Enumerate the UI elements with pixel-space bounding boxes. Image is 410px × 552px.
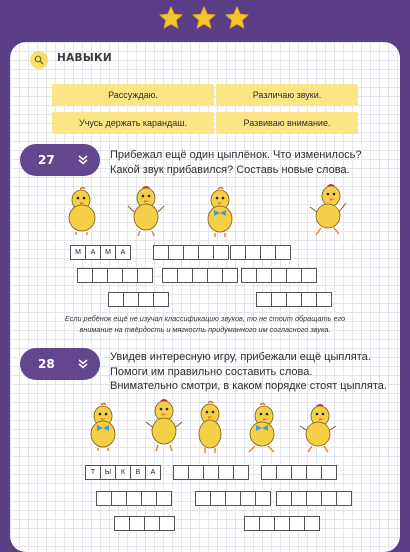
- task-badge-27: [20, 144, 100, 176]
- letter-box[interactable]: [210, 491, 226, 506]
- letter-box[interactable]: [260, 245, 276, 260]
- workbook-page: [10, 42, 400, 552]
- letter-box[interactable]: [275, 245, 291, 260]
- letter-box[interactable]: [222, 268, 238, 283]
- letter-box: М: [70, 245, 86, 260]
- letter-box[interactable]: [245, 245, 261, 260]
- letter-box[interactable]: [141, 491, 157, 506]
- letter-box[interactable]: [162, 268, 178, 283]
- letter-box-row[interactable]: [256, 292, 331, 307]
- parent-note: [30, 313, 380, 335]
- letter-box[interactable]: [77, 268, 93, 283]
- letter-box: К: [115, 465, 131, 480]
- star-icon: [158, 5, 184, 31]
- chick-illustration: [83, 402, 123, 452]
- letter-box[interactable]: [321, 465, 337, 480]
- letter-box-row[interactable]: [96, 491, 171, 506]
- letter-box: А: [145, 465, 161, 480]
- letter-box[interactable]: [177, 268, 193, 283]
- letter-box[interactable]: [123, 292, 139, 307]
- letter-box[interactable]: [156, 491, 172, 506]
- search-icon: [30, 51, 48, 69]
- letter-box[interactable]: [203, 465, 219, 480]
- letter-box[interactable]: [336, 491, 352, 506]
- letter-box[interactable]: [301, 268, 317, 283]
- task-number: 27: [38, 153, 55, 167]
- letter-box-row[interactable]: [230, 245, 290, 260]
- letter-box[interactable]: [316, 292, 332, 307]
- letter-box: А: [85, 245, 101, 260]
- skill-attention: Развиваю внимание.: [216, 112, 358, 134]
- chevron-down-icon: [78, 359, 88, 369]
- letter-box[interactable]: [126, 491, 142, 506]
- letter-box-row[interactable]: [244, 516, 319, 531]
- chevron-down-icon: [78, 155, 88, 165]
- instruction-line: Внимательно смотри, в каком порядке стоят цыплята.: [110, 380, 387, 392]
- letter-box[interactable]: [301, 292, 317, 307]
- letter-box[interactable]: [276, 491, 292, 506]
- letter-box[interactable]: [230, 245, 246, 260]
- letter-box[interactable]: [159, 516, 175, 531]
- letter-box[interactable]: [153, 292, 169, 307]
- letter-box[interactable]: [225, 491, 241, 506]
- letter-box-row[interactable]: [195, 491, 270, 506]
- letter-box[interactable]: [291, 465, 307, 480]
- instruction-line: Увидев интересную игру, прибежали ещё цыплята.: [110, 351, 371, 363]
- letter-box[interactable]: [241, 268, 257, 283]
- letter-box-row[interactable]: [77, 268, 152, 283]
- letter-box[interactable]: [276, 465, 292, 480]
- letter-box[interactable]: [286, 292, 302, 307]
- letter-box[interactable]: [168, 245, 184, 260]
- letter-box[interactable]: [286, 268, 302, 283]
- letter-box[interactable]: [271, 292, 287, 307]
- letter-box[interactable]: [321, 491, 337, 506]
- letter-box[interactable]: [304, 516, 320, 531]
- letter-box[interactable]: [111, 491, 127, 506]
- star-icon: [191, 5, 217, 31]
- chick-illustration: [200, 186, 240, 238]
- letter-box: Т: [85, 465, 101, 480]
- letter-box-row[interactable]: [261, 465, 336, 480]
- chick-illustration: [62, 186, 102, 236]
- letter-box[interactable]: [138, 292, 154, 307]
- letter-box-row: [85, 465, 160, 480]
- note-line: внимание на твёрдость и мягкость придуманного им согласного звука.: [79, 325, 331, 334]
- letter-box-row[interactable]: [241, 268, 316, 283]
- skill-holding-pencil: Учусь держать карандаш.: [52, 112, 214, 134]
- letter-box[interactable]: [256, 292, 272, 307]
- letter-box[interactable]: [213, 245, 229, 260]
- letter-box[interactable]: [107, 268, 123, 283]
- instruction-line: Какой звук прибавился? Составь новые слова.: [110, 163, 350, 176]
- note-line: Если ребёнок ещё не изучал классификацию звуков, то не стоит обращать его: [64, 314, 346, 323]
- task28-instruction: [110, 350, 387, 394]
- letter-box[interactable]: [92, 268, 108, 283]
- letter-box[interactable]: [129, 516, 145, 531]
- instruction-line: Прибежал ещё один цыплёнок. Что изменилось?: [110, 149, 362, 161]
- skill-distinguish-sounds: Различаю звуки.: [216, 84, 358, 106]
- letter-box: А: [115, 245, 131, 260]
- letter-box[interactable]: [256, 268, 272, 283]
- letter-box[interactable]: [289, 516, 305, 531]
- letter-box-row[interactable]: [162, 268, 237, 283]
- chick-illustration: [307, 182, 351, 238]
- letter-box[interactable]: [255, 491, 271, 506]
- letter-box: В: [130, 465, 146, 480]
- task-number: 28: [38, 357, 55, 371]
- letter-box[interactable]: [240, 491, 256, 506]
- skill-reasoning: Рассуждаю.: [52, 84, 214, 106]
- letter-box[interactable]: [192, 268, 208, 283]
- letter-box[interactable]: [108, 292, 124, 307]
- skills-title: НАВЫКИ: [57, 52, 112, 64]
- letter-box[interactable]: [291, 491, 307, 506]
- letter-box[interactable]: [144, 516, 160, 531]
- letter-box[interactable]: [198, 245, 214, 260]
- letter-box[interactable]: [244, 516, 260, 531]
- letter-box[interactable]: [271, 268, 287, 283]
- letter-box[interactable]: [233, 465, 249, 480]
- chick-illustration: [190, 400, 230, 454]
- letter-box[interactable]: [188, 465, 204, 480]
- rating-stars: [158, 5, 250, 31]
- letter-box-row[interactable]: [153, 245, 228, 260]
- letter-box[interactable]: [153, 245, 169, 260]
- letter-box[interactable]: [218, 465, 234, 480]
- chick-illustration: [296, 402, 340, 454]
- letter-box[interactable]: [261, 465, 277, 480]
- letter-box[interactable]: [306, 491, 322, 506]
- letter-box[interactable]: [173, 465, 189, 480]
- chick-illustration: [126, 184, 166, 238]
- letter-box[interactable]: [183, 245, 199, 260]
- letter-box[interactable]: [96, 491, 112, 506]
- letter-box[interactable]: [122, 268, 138, 283]
- task-badge-28: [20, 348, 100, 380]
- letter-box[interactable]: [274, 516, 290, 531]
- letter-box[interactable]: [306, 465, 322, 480]
- letter-box[interactable]: [114, 516, 130, 531]
- letter-box: Ы: [100, 465, 116, 480]
- letter-box[interactable]: [259, 516, 275, 531]
- letter-box[interactable]: [195, 491, 211, 506]
- letter-box-row[interactable]: [276, 491, 351, 506]
- letter-box-row[interactable]: [173, 465, 248, 480]
- letter-box: М: [100, 245, 116, 260]
- task27-instruction: [110, 148, 362, 177]
- letter-box[interactable]: [137, 268, 153, 283]
- instruction-line: Помоги им правильно составить слова.: [110, 365, 313, 378]
- letter-box-row[interactable]: [108, 292, 168, 307]
- chick-illustration: [240, 402, 284, 454]
- letter-box-row[interactable]: [114, 516, 174, 531]
- letter-box[interactable]: [207, 268, 223, 283]
- star-icon: [224, 5, 250, 31]
- letter-box-row: [70, 245, 130, 260]
- chick-illustration: [144, 397, 184, 453]
